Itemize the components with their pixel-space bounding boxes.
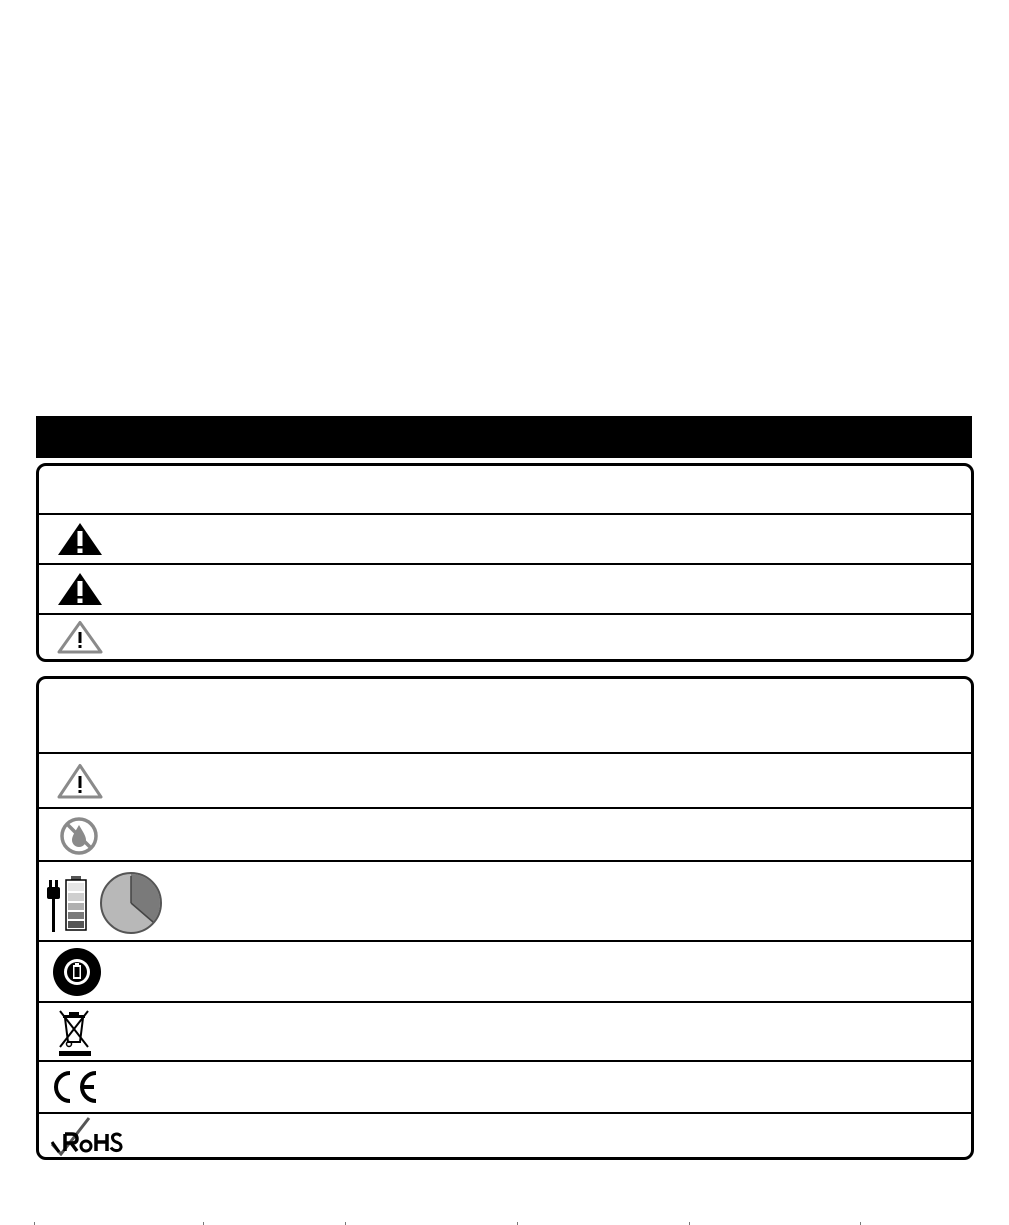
panel-2-row-6	[39, 1060, 971, 1112]
battery-charging-time-icon	[47, 872, 163, 934]
signal-word-panel	[36, 463, 974, 662]
caution-outline-icon	[57, 620, 103, 654]
rbrc-recycle-icon	[52, 947, 102, 997]
panel-2-row-7	[39, 1112, 971, 1157]
section-header-bar	[36, 416, 972, 458]
panel-2-row-4	[39, 940, 971, 1001]
panel-1-row-3	[39, 613, 971, 659]
danger-warning-icon	[57, 572, 103, 606]
panel-2-row-5	[39, 1001, 971, 1060]
ce-mark-icon	[52, 1070, 102, 1104]
panel-2-row-1	[39, 752, 971, 807]
caution-outline-icon	[57, 763, 103, 799]
panel-2-row-2	[39, 807, 971, 860]
panel-1-row-1	[39, 513, 971, 563]
no-liquid-icon	[59, 816, 99, 856]
symbols-panel	[36, 676, 974, 1160]
panel-2-row-3	[39, 860, 971, 940]
weee-crossed-bin-icon	[57, 1007, 93, 1057]
rohs-icon	[49, 1116, 139, 1156]
panel-1-row-2	[39, 563, 971, 613]
danger-warning-icon	[57, 522, 103, 556]
